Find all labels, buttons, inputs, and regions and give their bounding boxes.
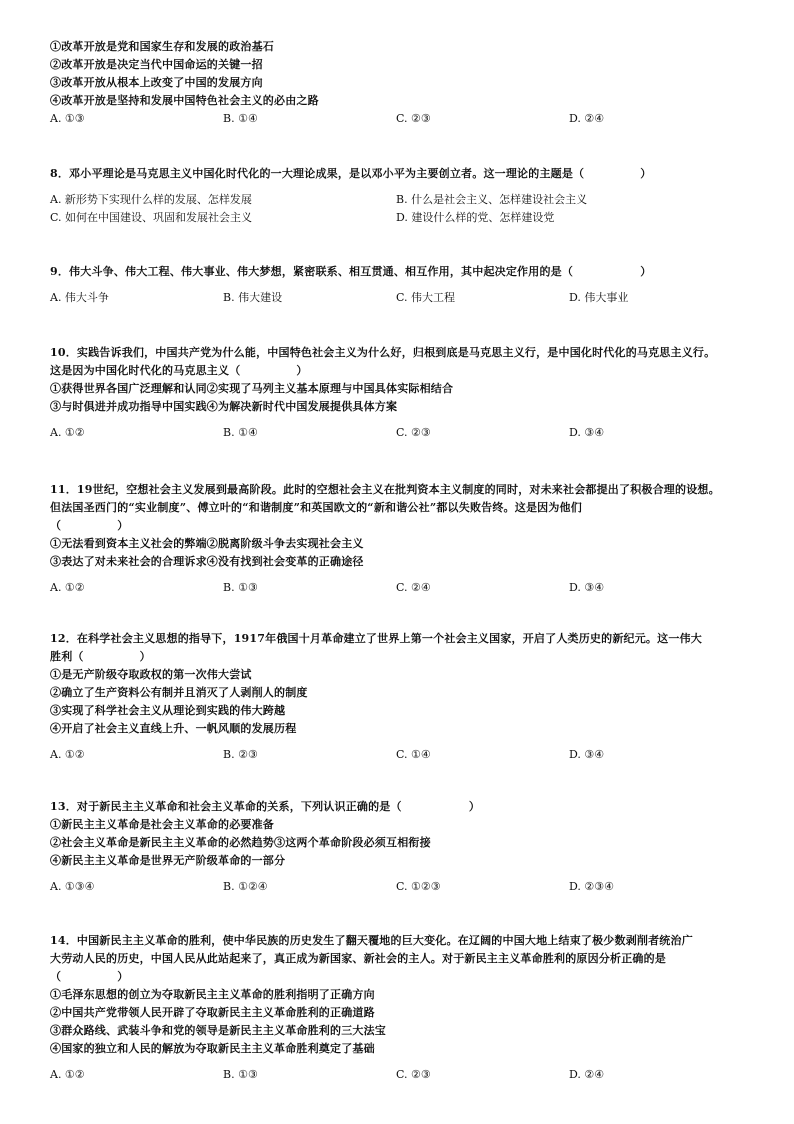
question-13 (50, 798, 615, 896)
question-12 (50, 630, 702, 764)
q12-item-2: ②确立了生产资料公有制并且消灭了人剥削人的制度 (50, 686, 308, 699)
q7-item-2: ②改革开放是决定当代中国命运的关键一招 (50, 58, 263, 71)
q14-stem-line-2: 大劳动人民的历史，中国人民从此站起来了，真正成为新国家、新社会的主人。对于新民主主义革命胜利的原因分析正确的是 (50, 952, 666, 965)
q14-stem-line-1: 14．中国新民主主义革命的胜利，使中华民族的历史发生了翻天覆地的巨大变化。在辽阔的中国大地上结束了极少数剥削者统治广 (50, 934, 693, 947)
q8-stem: 8．邓小平理论是马克思主义中国化时代化的一大理论成果，是以邓小平为主要创立者。这一理论的主题是（ ） (50, 167, 652, 180)
q13-option-a[interactable]: A. ①③④ (50, 880, 95, 893)
q13-item-line-1: ①新民主主义革命是社会主义革命的必要准备 (50, 818, 274, 831)
q7-options (50, 110, 605, 128)
q12-stem-line-2: 胜利（ ） (50, 650, 151, 663)
q11-item-line-2: ③表达了对未来社会的合理诉求④没有找到社会变革的正确途径 (50, 555, 364, 568)
q10-stem-line-1: 10．实践告诉我们，中国共产党为什么能，中国特色社会主义为什么好，归根到底是马克思主义行，是中国化时代化的马克思主义行。 (50, 346, 716, 359)
q8-option-a[interactable]: A. 新形势下实现什么样的发展、怎样发展 (50, 193, 252, 206)
q8-option-d[interactable]: D. 建设什么样的党、怎样建设党 (396, 211, 555, 224)
q10-option-a[interactable]: A. ①② (50, 426, 85, 439)
q11-option-b[interactable]: B. ①③ (223, 581, 258, 594)
q14-item-4: ④国家的独立和人民的解放为夺取新民主主义革命胜利奠定了基础 (50, 1042, 375, 1055)
q10-options (50, 424, 715, 442)
q10-item-line-1: ①获得世界各国广泛理解和认同②实现了马列主义基本原理与中国具体实际相结合 (50, 382, 454, 395)
q10-option-d[interactable]: D. ③④ (569, 426, 605, 439)
q13-item-line-3: ④新民主主义革命是世界无产阶级革命的一部分 (50, 854, 286, 867)
q11-option-c[interactable]: C. ②④ (396, 581, 431, 594)
q14-option-d[interactable]: D. ②④ (569, 1068, 605, 1081)
q11-answer-blank: （ ） (50, 519, 129, 532)
q14-answer-blank: （ ） (50, 970, 129, 983)
q12-option-a[interactable]: A. ①② (50, 748, 85, 761)
q9-options (50, 289, 651, 307)
question-7 (50, 38, 605, 128)
q9-option-c[interactable]: C. 伟大工程 (396, 291, 456, 304)
q14-item-3: ③群众路线、武装斗争和党的领导是新民主主义革命胜利的三大法宝 (50, 1024, 386, 1037)
q14-item-2: ②中国共产党带领人民开辟了夺取新民主主义革命胜利的正确道路 (50, 1006, 375, 1019)
q9-option-d[interactable]: D. 伟大事业 (569, 291, 629, 304)
q14-options (50, 1066, 693, 1084)
q12-option-c[interactable]: C. ①④ (396, 748, 431, 761)
q11-stem-line-1: 11．19世纪，空想社会主义发展到最高阶段。此时的空想社会主义在批判资本主义制度的同时，对未来社会都提出了积极合理的设想。 (50, 483, 720, 496)
q10-option-b[interactable]: B. ①④ (223, 426, 258, 439)
q12-item-4: ④开启了社会主义直线上升、一帆风顺的发展历程 (50, 722, 297, 735)
q7-item-3: ③改革开放从根本上改变了中国的发展方向 (50, 76, 263, 89)
q14-option-a[interactable]: A. ①② (50, 1068, 85, 1081)
q11-stem-line-2: 但法国圣西门的“实业制度”、傅立叶的“和谐制度”和英国欧文的“新和谐公社”都以失败告终。这是因为他们 (50, 501, 582, 514)
question-10 (50, 344, 715, 442)
question-11 (50, 481, 720, 597)
q13-option-d[interactable]: D. ②③④ (569, 880, 615, 893)
q7-item-1: ①改革开放是党和国家生存和发展的政治基石 (50, 40, 274, 53)
question-8 (50, 165, 651, 227)
q11-option-a[interactable]: A. ①② (50, 581, 85, 594)
q14-item-1: ①毛泽东思想的创立为夺取新民主主义革命的胜利指明了正确方向 (50, 988, 375, 1001)
q11-item-line-1: ①无法看到资本主义社会的弊端②脱离阶级斗争去实现社会主义 (50, 537, 364, 550)
q10-item-line-2: ③与时俱进并成功指导中国实践④为解决新时代中国发展提供具体方案 (50, 400, 398, 413)
q9-option-b[interactable]: B. 伟大建设 (223, 291, 283, 304)
q8-options-row-2 (50, 209, 651, 227)
q12-options (50, 746, 702, 764)
q13-option-c[interactable]: C. ①②③ (396, 880, 441, 893)
q13-stem: 13．对于新民主主义革命和社会主义革命的关系，下列认识正确的是（ ） (50, 800, 481, 813)
q14-option-b[interactable]: B. ①③ (223, 1068, 258, 1081)
q12-stem-line-1: 12．在科学社会主义思想的指导下，1917年俄国十月革命建立了世界上第一个社会主义国家，开启了人类历史的新纪元。这一伟大 (50, 632, 702, 645)
q14-option-c[interactable]: C. ②③ (396, 1068, 431, 1081)
q8-option-b[interactable]: B. 什么是社会主义、怎样建设社会主义 (396, 193, 588, 206)
q9-stem: 9．伟大斗争、伟大工程、伟大事业、伟大梦想，紧密联系、相互贯通、相互作用，其中起决定作用的是（ ） (50, 265, 652, 278)
q7-item-4: ④改革开放是坚持和发展中国特色社会主义的必由之路 (50, 94, 319, 107)
q8-option-c[interactable]: C. 如何在中国建设、巩固和发展社会主义 (50, 211, 253, 224)
q10-stem-line-2: 这是因为中国化时代化的马克思主义（ ） (50, 364, 308, 377)
question-14 (50, 932, 693, 1084)
q13-option-b[interactable]: B. ①②④ (223, 880, 268, 893)
question-9 (50, 263, 651, 307)
q9-option-a[interactable]: A. 伟大斗争 (50, 291, 109, 304)
q7-option-a[interactable]: A. ①③ (50, 112, 85, 125)
q11-option-d[interactable]: D. ③④ (569, 581, 605, 594)
q12-item-1: ①是无产阶级夺取政权的第一次伟大尝试 (50, 668, 252, 681)
q13-item-line-2: ②社会主义革命是新民主主义革命的必然趋势③这两个革命阶段必须互相衔接 (50, 836, 431, 849)
q10-option-c[interactable]: C. ②③ (396, 426, 431, 439)
q7-option-d[interactable]: D. ②④ (569, 112, 605, 125)
q13-options (50, 878, 615, 896)
q8-options-row-1 (50, 191, 651, 209)
q7-option-c[interactable]: C. ②③ (396, 112, 431, 125)
q11-options (50, 579, 720, 597)
q12-item-3: ③实现了科学社会主义从理论到实践的伟大跨越 (50, 704, 286, 717)
q12-option-d[interactable]: D. ③④ (569, 748, 605, 761)
q12-option-b[interactable]: B. ②③ (223, 748, 258, 761)
q7-option-b[interactable]: B. ①④ (223, 112, 258, 125)
